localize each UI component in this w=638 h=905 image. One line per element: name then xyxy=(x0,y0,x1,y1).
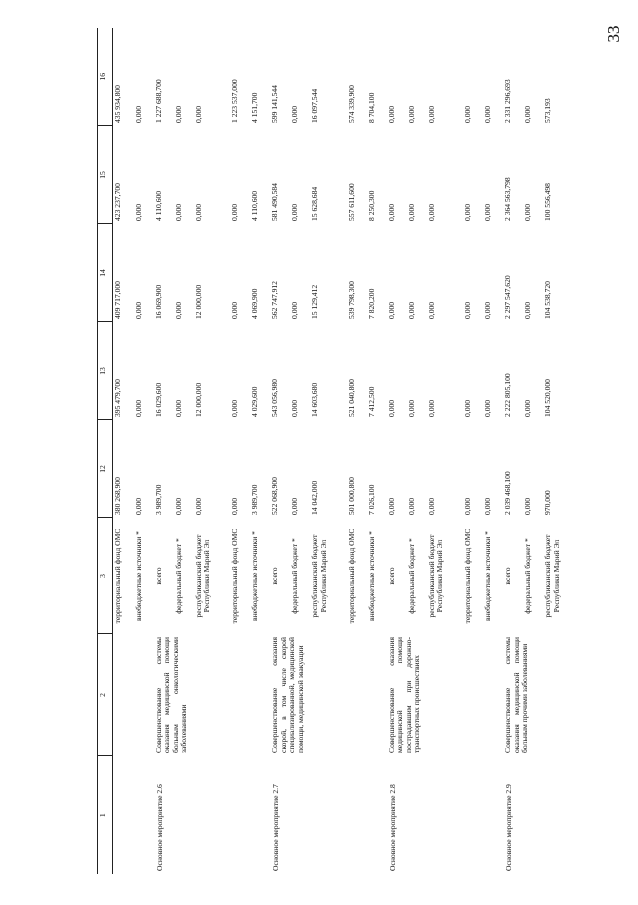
column-header: 3 xyxy=(98,518,113,634)
amount-cell: 0,000 xyxy=(133,301,143,319)
funding-source-cell: территориальный фонд ОМС xyxy=(463,528,473,624)
amount-cell: 0,000 xyxy=(230,203,240,221)
amount-cell: 8 250,300 xyxy=(366,190,376,221)
funding-source-cell: всего xyxy=(270,567,280,585)
amount-cell: 0,000 xyxy=(193,105,203,123)
amount-cell: 573,193 xyxy=(543,98,553,123)
funding-table xyxy=(97,28,580,874)
amount-cell: 0,000 xyxy=(386,105,396,123)
amount-cell: 0,000 xyxy=(173,203,183,221)
amount-cell: 0,000 xyxy=(426,105,436,123)
amount-cell: 3 989,700 xyxy=(153,484,163,515)
funding-source-cell: внебюджетные источники * xyxy=(483,531,493,621)
table-row xyxy=(387,28,407,874)
funding-source-cell: федеральный бюджет * xyxy=(406,538,416,614)
table-row xyxy=(113,28,134,874)
amount-cell: 12 000,000 xyxy=(193,284,203,319)
amount-cell: 0,000 xyxy=(386,301,396,319)
funding-source-cell: всего xyxy=(503,567,513,585)
amount-cell: 0,000 xyxy=(290,497,300,515)
event-name-cell: Основное мероприятие 2.7 xyxy=(271,784,281,871)
amount-cell: 100 556,498 xyxy=(543,183,553,221)
amount-cell: 16 097,544 xyxy=(310,88,320,123)
amount-cell: 557 611,600 xyxy=(346,183,356,221)
amount-cell: 0,000 xyxy=(483,105,493,123)
amount-cell: 0,000 xyxy=(463,399,473,417)
amount-cell: 0,000 xyxy=(386,497,396,515)
amount-cell: 0,000 xyxy=(463,497,473,515)
amount-cell: 15 129,412 xyxy=(310,284,320,319)
amount-cell: 7 820,200 xyxy=(366,288,376,319)
column-number-row xyxy=(98,28,113,874)
funding-source-cell: внебюджетные источники * xyxy=(250,531,260,621)
amount-cell: 0,000 xyxy=(133,399,143,417)
amount-cell: 3 989,700 xyxy=(250,484,260,515)
amount-cell: 16 069,900 xyxy=(153,284,163,319)
amount-cell: 395 479,700 xyxy=(113,379,122,417)
amount-cell: 970,000 xyxy=(543,490,553,515)
amount-cell: 0,000 xyxy=(406,203,416,221)
amount-cell: 0,000 xyxy=(406,399,416,417)
event-description-cell xyxy=(113,634,154,756)
amount-cell: 0,000 xyxy=(463,203,473,221)
amount-cell: 0,000 xyxy=(193,497,203,515)
amount-cell: 0,000 xyxy=(290,105,300,123)
amount-cell: 8 704,100 xyxy=(366,92,376,123)
column-header: 16 xyxy=(98,28,113,126)
amount-cell: 501 000,800 xyxy=(346,477,356,515)
rotated-table-container xyxy=(97,28,580,874)
event-description-cell: Совершенствование оказания медицинской помощи пострадавшим при дорожно-транспортных происшествиях xyxy=(386,637,422,753)
amount-cell: 15 628,684 xyxy=(310,186,320,221)
amount-cell: 562 747,912 xyxy=(270,281,280,319)
funding-source-cell: федеральный бюджет * xyxy=(290,538,300,614)
event-name-cell xyxy=(113,756,154,874)
amount-cell: 0,000 xyxy=(523,105,533,123)
amount-cell: 409 717,000 xyxy=(113,281,122,319)
event-name-cell: Основное мероприятие 2.8 xyxy=(387,784,397,871)
amount-cell: 0,000 xyxy=(483,203,493,221)
amount-cell: 435 934,800 xyxy=(113,85,122,123)
event-description-cell: Совершенствование оказания скорой, в том числе скорой специализированной, медицинской помощи, медицинской эвакуации xyxy=(270,637,305,753)
amount-cell: 0,000 xyxy=(426,301,436,319)
amount-cell: 0,000 xyxy=(463,301,473,319)
amount-cell: 0,000 xyxy=(173,105,183,123)
amount-cell: 0,000 xyxy=(523,399,533,417)
funding-source-cell: внебюджетные источники * xyxy=(133,531,143,621)
funding-source-cell: федеральный бюджет * xyxy=(523,538,533,614)
amount-cell: 104 520,000 xyxy=(543,379,553,417)
amount-cell: 543 056,980 xyxy=(270,379,280,417)
amount-cell: 14 603,680 xyxy=(310,382,320,417)
amount-cell: 2 222 805,100 xyxy=(503,373,513,417)
amount-cell: 0,000 xyxy=(386,399,396,417)
amount-cell: 2 039 468,100 xyxy=(503,471,513,515)
funding-source-cell: внебюджетные источники * xyxy=(366,531,376,621)
amount-cell: 7 026,100 xyxy=(366,484,376,515)
funding-source-cell: республиканский бюджет Республики Марий Эл xyxy=(426,534,445,618)
amount-cell: 4 151,700 xyxy=(250,92,260,123)
amount-cell: 539 798,300 xyxy=(346,281,356,319)
amount-cell: 0,000 xyxy=(406,301,416,319)
amount-cell: 1 223 537,000 xyxy=(230,79,240,123)
amount-cell: 599 141,544 xyxy=(270,85,280,123)
amount-cell: 0,000 xyxy=(483,301,493,319)
amount-cell: 0,000 xyxy=(523,301,533,319)
funding-source-cell: территориальный фонд ОМС xyxy=(346,528,356,624)
amount-cell: 4 110,600 xyxy=(153,190,163,221)
amount-cell: 0,000 xyxy=(230,399,240,417)
event-description-cell: Совершенствование системы оказания медицинской помощи больным онкологическими заболеваниями xyxy=(153,637,189,753)
amount-cell: 0,000 xyxy=(193,203,203,221)
amount-cell: 1 227 688,700 xyxy=(153,79,163,123)
amount-cell: 0,000 xyxy=(483,399,493,417)
amount-cell: 0,000 xyxy=(173,497,183,515)
amount-cell: 2 297 547,620 xyxy=(503,275,513,319)
amount-cell: 0,000 xyxy=(523,497,533,515)
amount-cell: 4 110,600 xyxy=(250,190,260,221)
amount-cell: 0,000 xyxy=(173,301,183,319)
amount-cell: 104 538,720 xyxy=(543,281,553,319)
funding-source-cell: республиканский бюджет Республики Марий Эл xyxy=(543,534,561,618)
amount-cell: 581 490,584 xyxy=(270,183,280,221)
amount-cell: 4 029,600 xyxy=(250,386,260,417)
column-header: 15 xyxy=(98,126,113,224)
amount-cell: 0,000 xyxy=(290,203,300,221)
event-name-cell: Основное мероприятие 2.6 xyxy=(154,784,164,871)
amount-cell: 0,000 xyxy=(173,399,183,417)
amount-cell: 0,000 xyxy=(133,203,143,221)
amount-cell: 0,000 xyxy=(463,105,473,123)
amount-cell: 0,000 xyxy=(523,203,533,221)
amount-cell: 0,000 xyxy=(426,399,436,417)
table-row xyxy=(154,28,174,874)
table-body xyxy=(113,28,581,874)
amount-cell: 0,000 xyxy=(386,203,396,221)
page-number: 33 xyxy=(604,25,623,43)
amount-cell: 7 412,500 xyxy=(366,386,376,417)
funding-source-cell: территориальный фонд ОМС xyxy=(113,528,122,624)
amount-cell: 0,000 xyxy=(230,301,240,319)
funding-source-cell: всего xyxy=(386,567,396,585)
column-header: 2 xyxy=(98,634,113,756)
amount-cell: 0,000 xyxy=(133,497,143,515)
amount-cell: 12 000,000 xyxy=(193,382,203,417)
funding-source-cell: федеральный бюджет * xyxy=(173,538,183,614)
funding-source-cell: республиканский бюджет Республики Марий Эл xyxy=(193,534,212,618)
amount-cell: 574 339,900 xyxy=(346,85,356,123)
amount-cell: 2 364 563,798 xyxy=(503,177,513,221)
table-row xyxy=(503,28,523,874)
amount-cell: 380 268,900 xyxy=(113,477,122,515)
column-header: 12 xyxy=(98,420,113,518)
amount-cell: 521 040,800 xyxy=(346,379,356,417)
amount-cell: 14 042,000 xyxy=(310,480,320,515)
amount-cell: 0,000 xyxy=(230,497,240,515)
event-name-cell: Основное мероприятие 2.9 xyxy=(504,784,514,871)
amount-cell: 16 029,600 xyxy=(153,382,163,417)
amount-cell: 0,000 xyxy=(406,105,416,123)
event-description-cell: Совершенствование системы оказания медицинской помощи больным прочими заболеваниями xyxy=(503,637,530,753)
amount-cell: 0,000 xyxy=(483,497,493,515)
amount-cell: 522 068,900 xyxy=(270,477,280,515)
amount-cell: 0,000 xyxy=(290,399,300,417)
funding-source-cell: территориальный фонд ОМС xyxy=(230,528,240,624)
column-header: 14 xyxy=(98,224,113,322)
funding-source-cell: республиканский бюджет Республики Марий Эл xyxy=(310,534,328,618)
amount-cell: 0,000 xyxy=(426,497,436,515)
amount-cell: 0,000 xyxy=(133,105,143,123)
amount-cell: 423 237,700 xyxy=(113,183,122,221)
amount-cell: 0,000 xyxy=(426,203,436,221)
table-row xyxy=(270,28,290,874)
amount-cell: 2 331 296,693 xyxy=(503,79,513,123)
column-header: 13 xyxy=(98,322,113,420)
column-header: 1 xyxy=(98,756,113,874)
amount-cell: 0,000 xyxy=(406,497,416,515)
amount-cell: 0,000 xyxy=(290,301,300,319)
funding-source-cell: всего xyxy=(153,567,163,585)
amount-cell: 4 069,900 xyxy=(250,288,260,319)
